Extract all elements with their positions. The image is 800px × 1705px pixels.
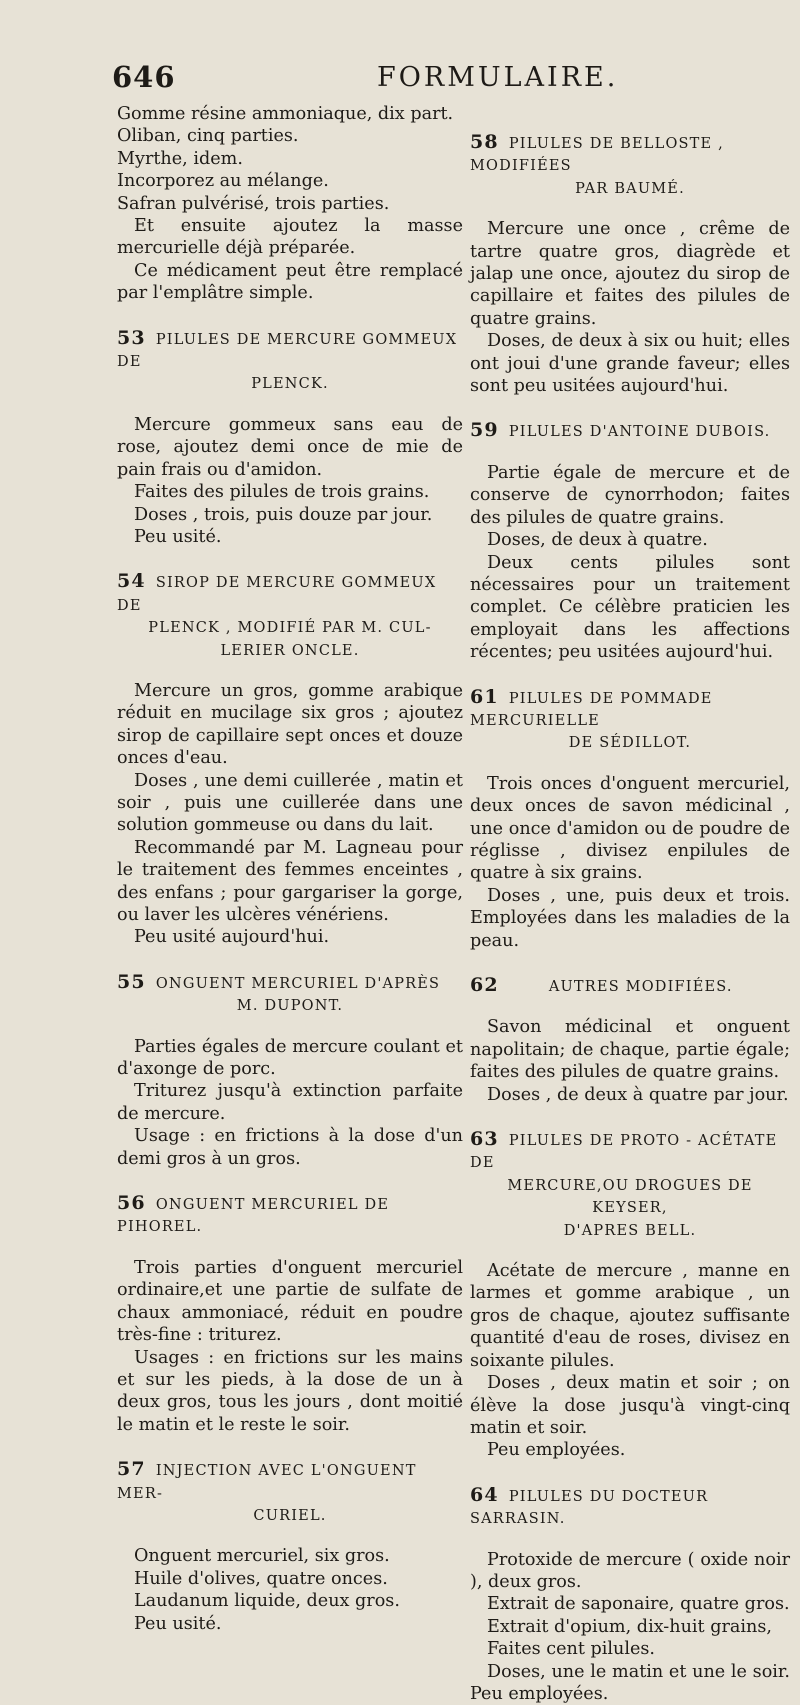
paragraph: Doses, de deux à quatre.	[487, 530, 708, 551]
section-number: 61	[470, 685, 499, 708]
section-heading-64	[470, 1484, 790, 1531]
section-title: MERCURE,OU DROGUES DE KEYSER,	[507, 1177, 753, 1217]
section-number: 53	[117, 326, 146, 349]
paragraph: Trois onces d'onguent mercuriel, deux onces de savon médicinal , une once d'amidon ou de poudre de réglisse , divisez enpilules de quatre à six grains.	[470, 773, 790, 884]
section-number: 57	[117, 1458, 146, 1481]
section-heading-55	[117, 971, 463, 1018]
paragraph: Parties égales de mercure coulant et d'axonge de porc.	[117, 1036, 463, 1080]
paragraph: Peu usité.	[134, 1613, 222, 1634]
paragraph: Ce médicament peut être remplacé par l'emplâtre simple.	[117, 260, 463, 304]
paragraph: Doses , une, puis deux et trois. Employées dans les maladies de la peau.	[470, 885, 790, 951]
paragraph: Doses , trois, puis douze par jour.	[134, 504, 433, 525]
paragraph: Usage : en frictions à la dose d'un demi gros à un gros.	[117, 1126, 463, 1169]
section-title: PILULES D'ANTOINE DUBOIS.	[508, 424, 771, 441]
section-title: ONGUENT MERCURIEL D'APRÈS	[155, 975, 441, 992]
section-title: LERIER ONCLE.	[220, 642, 360, 659]
section-title: PAR BAUMÉ.	[575, 180, 685, 197]
section-heading-59	[470, 419, 790, 443]
section-title: PLENCK , MODIFIÉ PAR M. CUL-	[148, 620, 432, 637]
running-title: FORMULAIRE.	[377, 62, 619, 93]
page-header	[112, 60, 760, 100]
section-heading-53	[117, 327, 463, 396]
section-title: PLENCK.	[251, 376, 329, 393]
section-number: 63	[470, 1128, 499, 1151]
section-heading-62	[470, 974, 790, 998]
section-heading-54	[117, 570, 463, 662]
paragraph: Recommandé par M. Lagneau pour le traitement des femmes enceintes , des enfans ; pour gargariser la gorge, ou laver les ulcères vénériens.	[117, 837, 463, 925]
section-title: INJECTION AVEC L'ONGUENT MER-	[117, 1463, 417, 1502]
section-number: 55	[117, 970, 146, 993]
paragraph: Faites des pilules de trois grains.	[134, 482, 430, 503]
paragraph: Doses , deux matin et soir ; on élève la dose jusqu'à vingt-cinq matin et soir.	[470, 1373, 790, 1438]
paragraph: Huile d'olives, quatre onces.	[134, 1568, 388, 1589]
section-heading-57	[117, 1458, 463, 1527]
paragraph: Acétate de mercure , manne en larmes et gomme arabique , un gros de chaque, ajoutez suffisante quantité d'eau de roses, divisez en soixante pilules.	[470, 1261, 790, 1371]
section-number: 64	[470, 1483, 499, 1506]
section-title: PILULES DE MERCURE GOMMEUX DE	[117, 331, 458, 371]
section-heading-63	[470, 1128, 790, 1242]
section-number: 54	[117, 570, 146, 593]
section-heading-58	[470, 131, 790, 200]
paragraph: Laudanum liquide, deux gros.	[134, 1591, 400, 1612]
paragraph: Triturez jusqu'à extinction parfaite de mercure.	[117, 1081, 463, 1124]
section-title: PILULES DE PROTO - ACÉTATE DE	[470, 1133, 778, 1172]
section-title: ONGUENT MERCURIEL DE PIHOREL.	[117, 1197, 390, 1236]
paragraph: Peu usité.	[134, 526, 222, 547]
section-title: M. DUPONT.	[236, 998, 344, 1015]
paragraph: Doses , de deux à quatre par jour.	[487, 1084, 789, 1105]
paragraph: Protoxide de mercure ( oxide noir ), deux gros.	[470, 1549, 790, 1592]
section-title: DE SÉDILLOT.	[568, 735, 692, 752]
section-title: D'APRES BELL.	[563, 1222, 697, 1239]
section-title: SIROP DE MERCURE GOMMEUX DE	[117, 575, 437, 614]
text-line: Oliban, cinq parties.	[117, 126, 299, 147]
paragraph: Extrait d'opium, dix-huit grains,	[487, 1616, 772, 1637]
paragraph: Onguent mercuriel, six gros.	[134, 1546, 390, 1567]
section-number: 59	[470, 419, 499, 442]
page-number: 646	[112, 60, 176, 94]
paragraph: Et ensuite ajoutez la masse mercurielle déjà préparée.	[117, 216, 463, 259]
paragraph: Mercure un gros, gomme arabique réduit en mucilage six gros ; ajoutez sirop de capillaire sept onces et douze onces d'eau.	[117, 680, 463, 769]
paragraph: Peu usité aujourd'hui.	[134, 927, 330, 948]
text-line: Safran pulvérisé, trois parties.	[117, 193, 390, 214]
section-heading-61	[470, 686, 790, 755]
text-line: Myrthe, idem.	[117, 148, 243, 169]
paragraph: Doses , une demi cuillerée , matin et soir , puis une cuillerée dans une solution gommeuse ou dans du lait.	[117, 770, 463, 836]
paragraph: Peu employées.	[487, 1440, 626, 1461]
text-line: Gomme résine ammoniaque, dix part.	[117, 104, 454, 124]
text-line: Incorporez au mélange.	[117, 171, 329, 192]
section-number: 62	[470, 974, 499, 996]
paragraph: Mercure gommeux sans eau de rose, ajoutez demi once de mie de pain frais ou d'amidon.	[117, 414, 463, 480]
section-title: PILULES DE BELLOSTE , MODIFIÉES	[470, 136, 724, 175]
paragraph: Deux cents pilules sont nécessaires pour un traitement complet. Ce célèbre praticien les employait dans les affections récentes; peu usitées aujourd'hui.	[470, 552, 790, 663]
left-column	[117, 103, 463, 1635]
paragraph: Doses, de deux à six ou huit; elles ont joui d'une grande faveur; elles sont peu usitées aujourd'hui.	[470, 331, 790, 397]
section-title: PILULES DE POMMADE MERCURIELLE	[470, 690, 713, 729]
paragraph: Usages : en frictions sur les mains et sur les pieds, à la dose de un à deux gros, tous les jours , dont moitié le matin et le reste le soir.	[117, 1347, 463, 1435]
section-heading-56	[117, 1192, 463, 1239]
paragraph: Partie égale de mercure et de conserve de cynorrhodon; faites des pilules de quatre grains.	[470, 462, 790, 528]
section-number: 56	[117, 1192, 146, 1215]
paragraph: Savon médicinal et onguent napolitain; de chaque, partie égale; faites des pilules de quatre grains.	[470, 1017, 790, 1083]
paragraph: Trois parties d'onguent mercuriel ordinaire,et une partie de sulfate de chaux ammoniacé, réduit en poudre très-fine : triturez.	[117, 1257, 463, 1346]
paragraph: Doses, une le matin et une le soir. Peu employées.	[470, 1661, 790, 1704]
section-number: 58	[470, 131, 499, 153]
section-title: PILULES DU DOCTEUR SARRASIN.	[470, 1488, 709, 1528]
section-title: AUTRES MODIFIÉES.	[548, 979, 733, 995]
paragraph: Extrait de saponaire, quatre gros.	[487, 1594, 790, 1615]
right-column	[470, 131, 790, 1705]
paragraph: Faites cent pilules.	[487, 1639, 655, 1660]
paragraph: Mercure une once , crême de tartre quatre gros, diagrède et jalap une once, ajoutez du sirop de capillaire et faites des pilules de quatre grains.	[470, 219, 790, 329]
section-title: CURIEL.	[253, 1507, 327, 1524]
